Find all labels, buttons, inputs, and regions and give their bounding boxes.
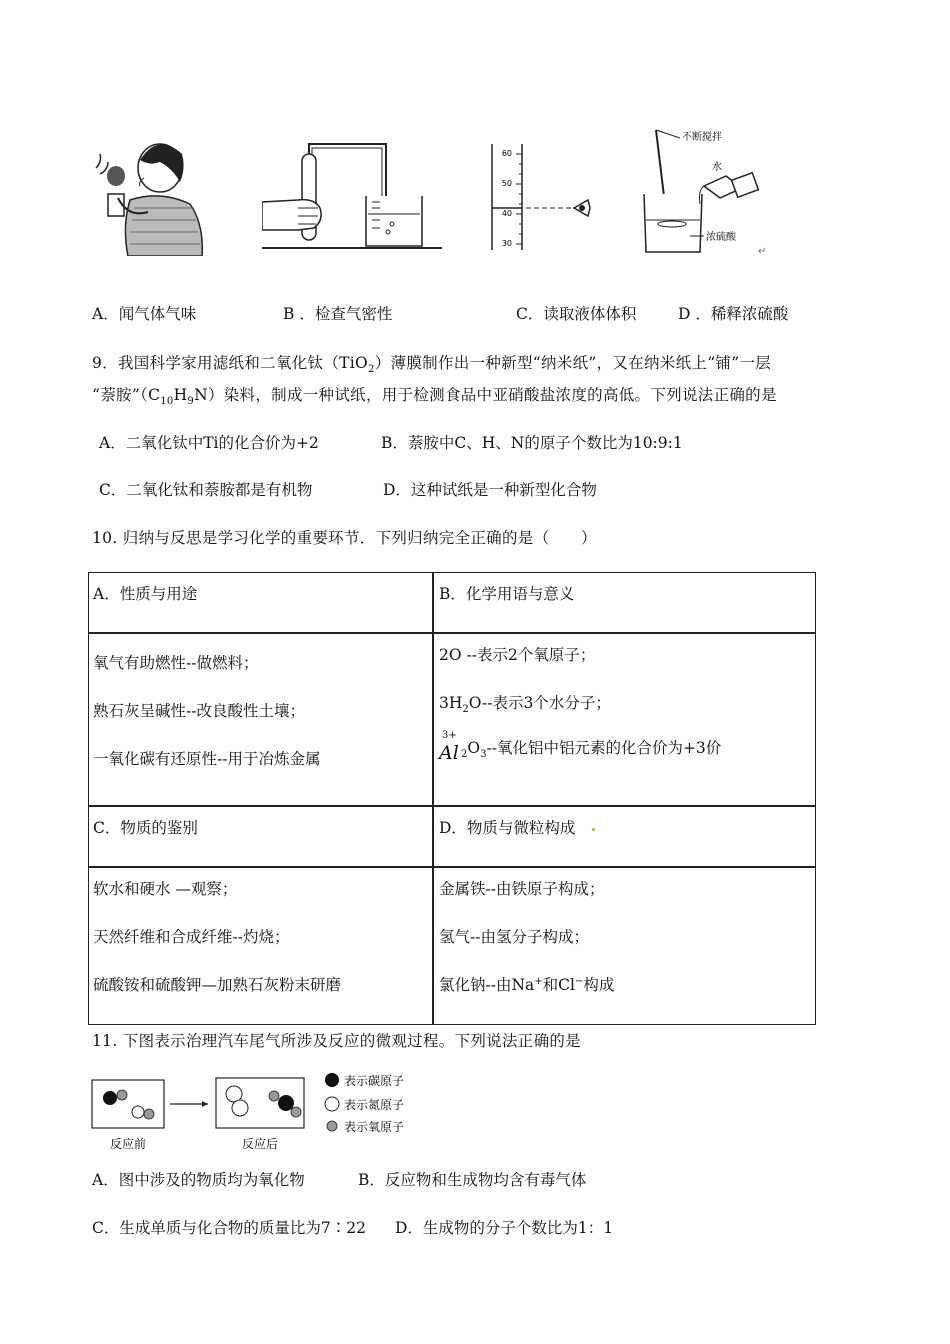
q11-stem: 11. 下图表示治理汽车尾气所涉及反应的微观过程。下列说法正确的是 (92, 1032, 581, 1050)
q9-option-c[interactable]: C．二氧化钛和萘胺都是有机物 (99, 481, 313, 499)
q8-option-d[interactable]: D ．稀释浓硫酸 (678, 305, 789, 323)
q11-option-b[interactable]: B．反应物和生成物均含有毒气体 (358, 1171, 587, 1189)
stir-label: 不断搅拌 (682, 132, 722, 143)
table-divider (88, 866, 816, 868)
scale-30: 30 (501, 239, 512, 248)
table-divider (432, 572, 434, 1025)
q9-stem-line-2: “萘胺$”(C_{10}H_9N)$染料，制成一种试纸，用于检测食品中亚硝酸盐浓度的高低。下列说法正确的是 (92, 386, 777, 408)
acid-label: 浓硫酸 (706, 232, 736, 243)
q10-c-item: 天然纤维和合成纤维--灼烧； (93, 928, 290, 946)
oxygen-atom (144, 1109, 154, 1119)
nitrogen-atom (132, 1106, 144, 1118)
legend-nitrogen-label: 表示氮原子 (344, 1098, 405, 1112)
nitrogen-atom (232, 1100, 248, 1116)
table-divider (88, 632, 816, 634)
svg-text:↵: ↵ (758, 246, 767, 257)
legend-oxygen-label: 表示氧原子 (344, 1120, 405, 1134)
legend-oxygen-icon (327, 1121, 337, 1131)
dot-mark (592, 828, 595, 831)
water-label: 水 (712, 162, 722, 173)
q10-b-item: 2O --表示2个氧原子； (439, 646, 596, 664)
legend-carbon-label: 表示碳原子 (344, 1074, 405, 1088)
q8-figure-read-volume (482, 140, 602, 252)
q8-option-b[interactable]: B ．检查气密性 (283, 305, 393, 323)
q8-figure-dilute-acid (640, 128, 770, 258)
q9-option-a[interactable]: A．二氧化钛中Ti的化合价为+2 (99, 434, 319, 452)
q10-b-header[interactable]: B．化学用语与意义 (439, 585, 575, 603)
before-label: 反应前 (109, 1137, 147, 1151)
q10-d-item: 氢气--由氢分子构成； (439, 928, 589, 946)
q11-option-a[interactable]: A．图中涉及的物质均为氧化物 (92, 1171, 305, 1189)
q10-table (88, 572, 816, 1025)
after-label: 反应后 (241, 1137, 279, 1151)
q8-figure-airtight (262, 140, 442, 252)
q10-c-item: 硫酸铵和硫酸钾—加熟石灰粉末研磨 (93, 976, 342, 994)
q8-option-c[interactable]: C．读取液体体积 (516, 305, 637, 323)
q10-c-item: 软水和硬水 —观察； (93, 880, 238, 898)
carbon-atom (278, 1095, 294, 1111)
q10-d-item: 氯化钠--由Na+和Cl−构成 (439, 975, 615, 994)
q10-a-header[interactable]: A．性质与用途 (93, 585, 198, 603)
q8-figure-smell (88, 138, 208, 256)
q10-c-header[interactable]: C．物质的鉴别 (93, 819, 198, 837)
q10-d-header[interactable]: D．物质与微粒构成 (439, 819, 576, 837)
q9-option-b[interactable]: B．萘胺中C、H、N的原子个数比为10:9:1 (381, 434, 683, 452)
q10-a-item: 熟石灰呈碱性--改良酸性土壤； (93, 702, 305, 720)
q9-option-d[interactable]: D．这种试纸是一种新型化合物 (383, 481, 597, 499)
q10-b-item: 3+ Al $_2O_3--$氧化铝中铝元素的化合价为+3价 (439, 730, 722, 764)
q11-option-d[interactable]: D．生成物的分子个数比为1：1 (395, 1219, 614, 1237)
table-divider (88, 805, 816, 807)
legend-carbon-icon (325, 1073, 339, 1087)
q9-stem-line-1: 9．我国科学家用滤纸和二氧化钛（TiO$_2$）薄膜制作出一种新型“纳米纸”，又在纳米纸上“铺”一层 (92, 354, 772, 376)
scale-40: 40 (501, 209, 512, 218)
oxygen-atom (291, 1107, 301, 1117)
q11-option-c[interactable]: C．生成单质与化合物的质量比为7∶22 (92, 1219, 366, 1237)
q11-reaction-diagram (88, 1068, 438, 1156)
q10-stem: 10. 归纳与反思是学习化学的重要环节．下列归纳完全正确的是（ ） (92, 529, 597, 547)
oxygen-atom (117, 1090, 127, 1100)
q10-d-item: 金属铁--由铁原子构成； (439, 880, 605, 898)
q8-option-a[interactable]: A．闻气体气味 (92, 305, 197, 323)
oxygen-atom (269, 1091, 279, 1101)
scale-50: 50 (501, 179, 512, 188)
q10-b-item: $3H_2O--$表示3个水分子； (439, 694, 611, 716)
q10-a-item: 氧气有助燃性--做燃料； (93, 654, 259, 672)
q10-a-item: 一氧化碳有还原性--用于冶炼金属 (93, 750, 321, 768)
legend-nitrogen-icon (325, 1097, 339, 1111)
scale-60: 60 (501, 149, 512, 158)
carbon-atom (103, 1091, 117, 1105)
